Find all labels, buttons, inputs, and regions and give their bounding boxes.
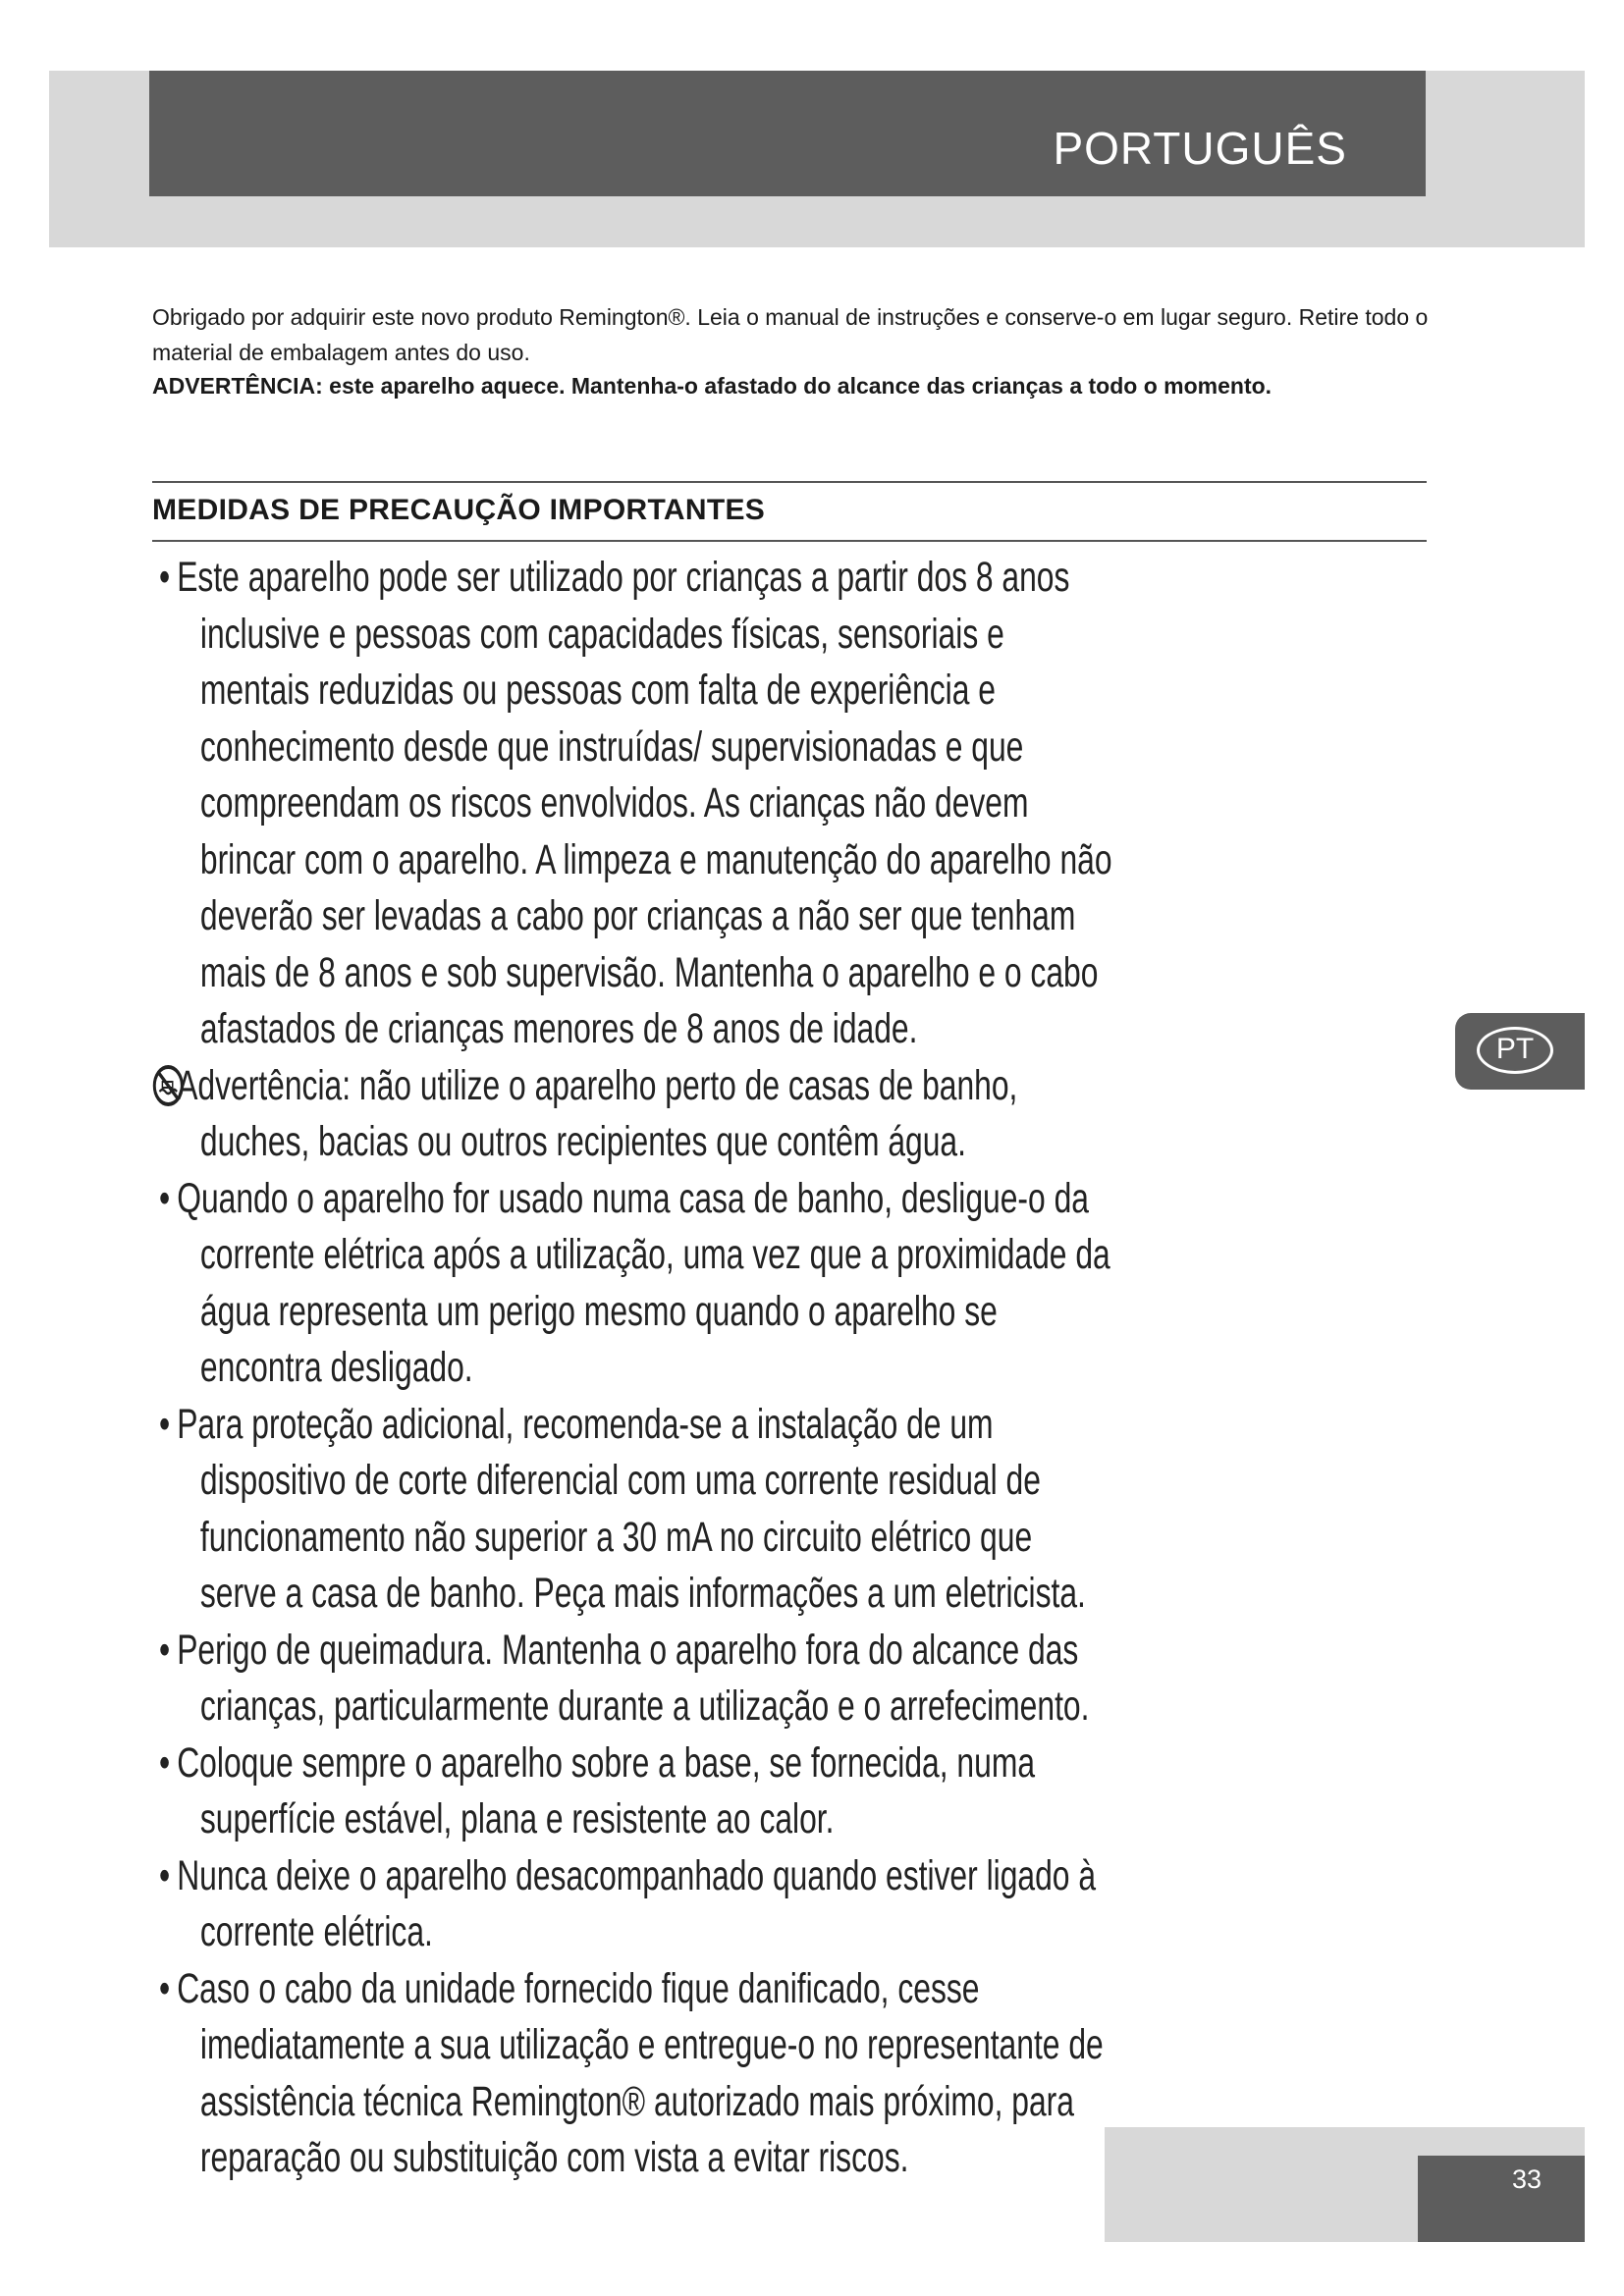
bullet-marker: •: [159, 1738, 171, 1787]
list-item: [155, 550, 1114, 1058]
list-item-text: Perigo de queimadura. Mantenha o aparelho fora do alcance das crianças, particularmente durante a utilização e o arrefecimento.: [177, 1626, 1090, 1730]
intro-block: [152, 299, 1429, 402]
section-title: MEDIDAS DE PRECAUÇÃO IMPORTANTES: [152, 494, 766, 526]
bullet-marker: •: [159, 1851, 171, 1899]
intro-text: Obrigado por adquirir este novo produto Remington®. Leia o manual de instruções e conserve-o em lugar seguro. Retire todo o material de embalagem antes do uso.: [152, 304, 1429, 365]
header-bar: [149, 71, 1426, 196]
list-item-text: Coloque sempre o aparelho sobre a base, se fornecida, numa superfície estável, plana e resistente ao calor.: [177, 1738, 1036, 1842]
page-number: 33: [1512, 2164, 1543, 2194]
section-top-rule: [152, 481, 1427, 483]
no-water-icon: [152, 1064, 185, 1107]
list-item: [155, 1848, 1114, 1961]
list-item-text: Para proteção adicional, recomenda-se a instalação de um dispositivo de corte diferencial com uma corrente residual de funcionamento não superior a 30 mA no circuito elétrico que serve a casa de banho. Peça mais informações a um eletricista.: [177, 1400, 1086, 1617]
bullet-marker: •: [159, 554, 171, 601]
list-item-text: Nunca deixe o aparelho desacompanhado quando estiver ligado à corrente elétrica.: [177, 1851, 1097, 1955]
heat-warning: ADVERTÊNCIA: este aparelho aquece. Mantenha-o afastado do alcance das crianças a todo o momento.: [152, 373, 1272, 399]
list-item-text: Este aparelho pode ser utilizado por crianças a partir dos 8 anos inclusive e pessoas com capacidades físicas, sensoriais e mentais reduzidas ou pessoas com falta de experiência e conhecimento desde que instruídas/ supervisionadas e que compreendam os riscos envolvidos. As crianças não devem brincar com o aparelho. A limpeza e manutenção do aparelho não deverão ser levadas a cabo por crianças a não ser que tenham mais de 8 anos e sob supervisão. Mantenha o aparelho e o cabo afastados de crianças menores de 8 anos de idade.: [177, 554, 1112, 1052]
list-item: [155, 1171, 1114, 1397]
bullet-marker: •: [159, 1174, 171, 1222]
list-item: [155, 1397, 1114, 1623]
list-item: [155, 1058, 1114, 1171]
list-item: [155, 1623, 1114, 1735]
list-item: [155, 1735, 1114, 1848]
section-bottom-rule: [152, 540, 1427, 542]
list-item: [155, 1961, 1114, 2187]
bullet-marker: •: [159, 1626, 171, 1674]
bullet-marker: •: [159, 1964, 171, 2012]
precautions-list: [155, 550, 1114, 2187]
language-title: PORTUGUÊS: [1053, 123, 1347, 174]
language-tab[interactable]: [1455, 1013, 1585, 1090]
list-item-text: Quando o aparelho for usado numa casa de banho, desligue-o da corrente elétrica após a utilização, uma vez que a proximidade da água representa um perigo mesmo quando o aparelho se encontra desligado.: [177, 1174, 1110, 1391]
bullet-marker: •: [159, 1400, 171, 1448]
list-item-text: Advertência: não utilize o aparelho perto de casas de banho, duches, bacias ou outros recipientes que contêm água.: [177, 1061, 1018, 1165]
language-tab-label: PT: [1495, 1033, 1535, 1065]
list-item-text: Caso o cabo da unidade fornecido fique danificado, cesse imediatamente a sua utilização e entregue-o no representante de assistência técnica Remington® autorizado mais próximo, para reparação ou substituição com vista a evitar riscos.: [177, 1964, 1104, 2181]
